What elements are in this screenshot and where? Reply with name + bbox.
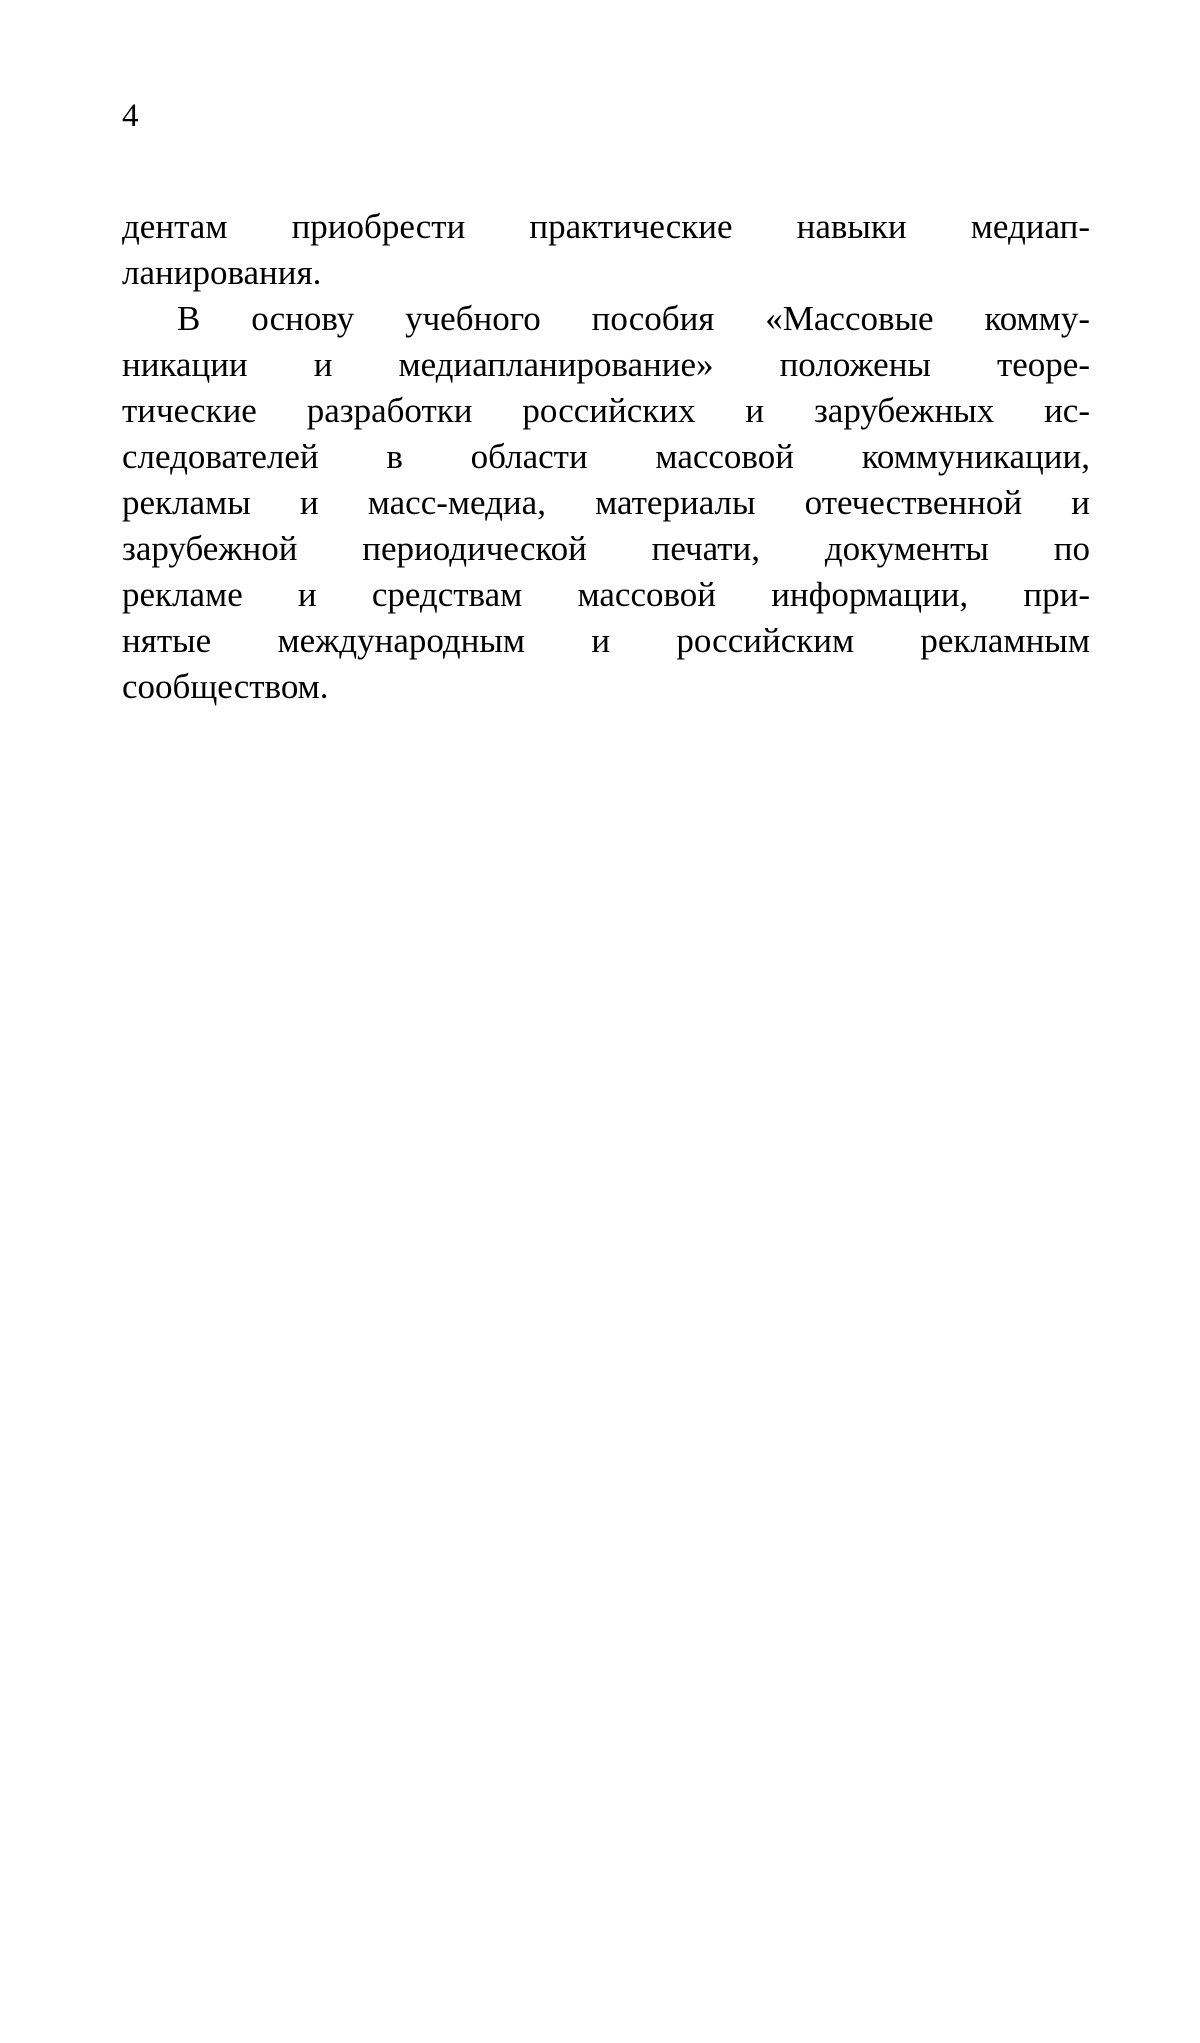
word: международным [277,621,526,660]
word: материалы [595,483,756,522]
word: «Массовые [765,299,934,338]
word: учебного [405,299,541,338]
word: отечественной [804,483,1023,522]
word: нятые [122,621,212,660]
word: документы [824,529,989,568]
word: рекламным [920,621,1090,660]
word: информации, [771,575,969,614]
text-line-4 [122,342,1090,388]
word: рекламе [122,575,243,614]
word: по [1053,529,1090,568]
word: основу [251,299,355,338]
word: пособия [591,299,715,338]
page-number: 4 [122,98,139,134]
word: положены [779,345,931,384]
word: никации [122,345,248,384]
word: теоре- [996,345,1090,384]
word: массовой [655,437,794,476]
word: средствам [371,575,523,614]
word: периодической [362,529,587,568]
word: зарубежной [122,529,298,568]
word: при- [1023,575,1090,614]
word: области [470,437,588,476]
word: рекламы [122,483,251,522]
text-line-1 [122,204,1090,250]
word: ис- [1044,391,1090,430]
word: в [386,437,403,476]
word: приобрести [291,207,466,246]
word: медиап- [970,207,1090,246]
word: разработки [306,391,473,430]
word: и [297,575,317,614]
word: и [313,345,333,384]
text-line-3 [122,296,1090,342]
text-line-11 [122,664,1090,710]
word: российским [676,621,855,660]
word: российских [522,391,696,430]
word: и [745,391,765,430]
word: и [1071,483,1090,522]
word: медиапланирование» [398,345,714,384]
word: тические [122,391,257,430]
text-line-5 [122,388,1090,434]
word: коммуникации, [861,437,1090,476]
word: масс-медиа, [367,483,546,522]
word: сообществом. [122,667,329,706]
word: навыки [796,207,907,246]
word: В [177,299,201,338]
word: печати, [651,529,761,568]
word: практические [529,207,733,246]
text-line-10 [122,618,1090,664]
word: дентам [122,207,228,246]
word: следователей [122,437,319,476]
text-line-7 [122,480,1090,526]
text-line-9 [122,572,1090,618]
word: и [299,483,319,522]
word: зарубежных [813,391,995,430]
body-text [122,204,1090,710]
word: комму- [984,299,1090,338]
text-line-8 [122,526,1090,572]
word: массовой [577,575,717,614]
text-line-2 [122,250,1090,296]
word: и [591,621,611,660]
word: ланирования. [122,253,322,292]
text-line-6 [122,434,1090,480]
